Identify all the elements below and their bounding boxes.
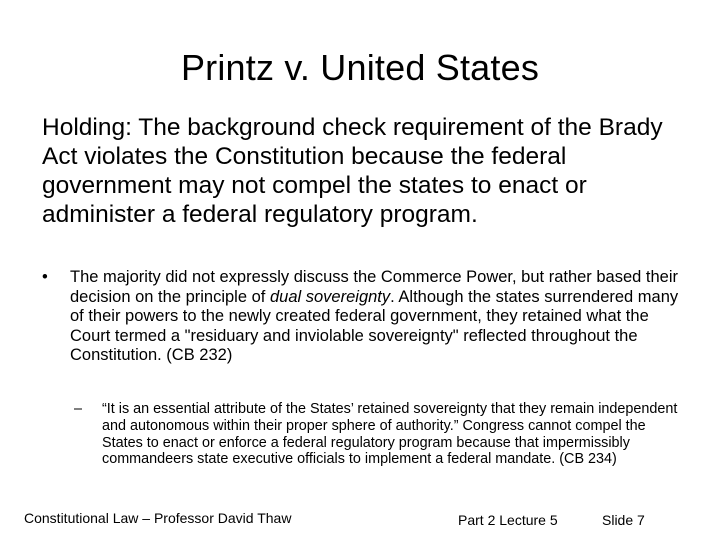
holding-paragraph: Holding: The background check requirement of the Brady Act violates the Constitution because the federal government may not compel the states to enact or administer a federal regulatory program. [42,114,663,228]
slide-title: Printz v. United States [180,47,540,88]
footer-course: Constitutional Law – Professor David Thaw [24,510,292,526]
bullet-majority [42,268,682,366]
bullet-text-end: . Although the states surrendered many of their powers to the newly created federal government, they retained what the Court termed a "residuary and inviolable sovereignty" reflected throughout the Constitution. (CB 232) [70,287,679,365]
sub-bullet-quote [74,401,684,468]
footer-slide-number: Slide 7 [602,512,645,528]
bullet-emphasis: dual sovereignty [269,287,391,306]
sub-bullet-text: “It is an essential attribute of the States’ retained sovereignty that they remain independent and autonomous within their proper sphere of authority.” Congress cannot compel the States to enact or enforce a federal regulatory program because that impermissibly commandeers state executive officials to implement a federal mandate. (CB 234) [102,401,678,468]
bullet-text-start: The majority did not expressly discuss the Commerce Power, but rather based their decision on the principle of [70,268,679,306]
sub-bullet-marker: – [74,401,83,417]
footer-lecture: Part 2 Lecture 5 [458,512,558,528]
bullet-marker: • [42,268,48,286]
